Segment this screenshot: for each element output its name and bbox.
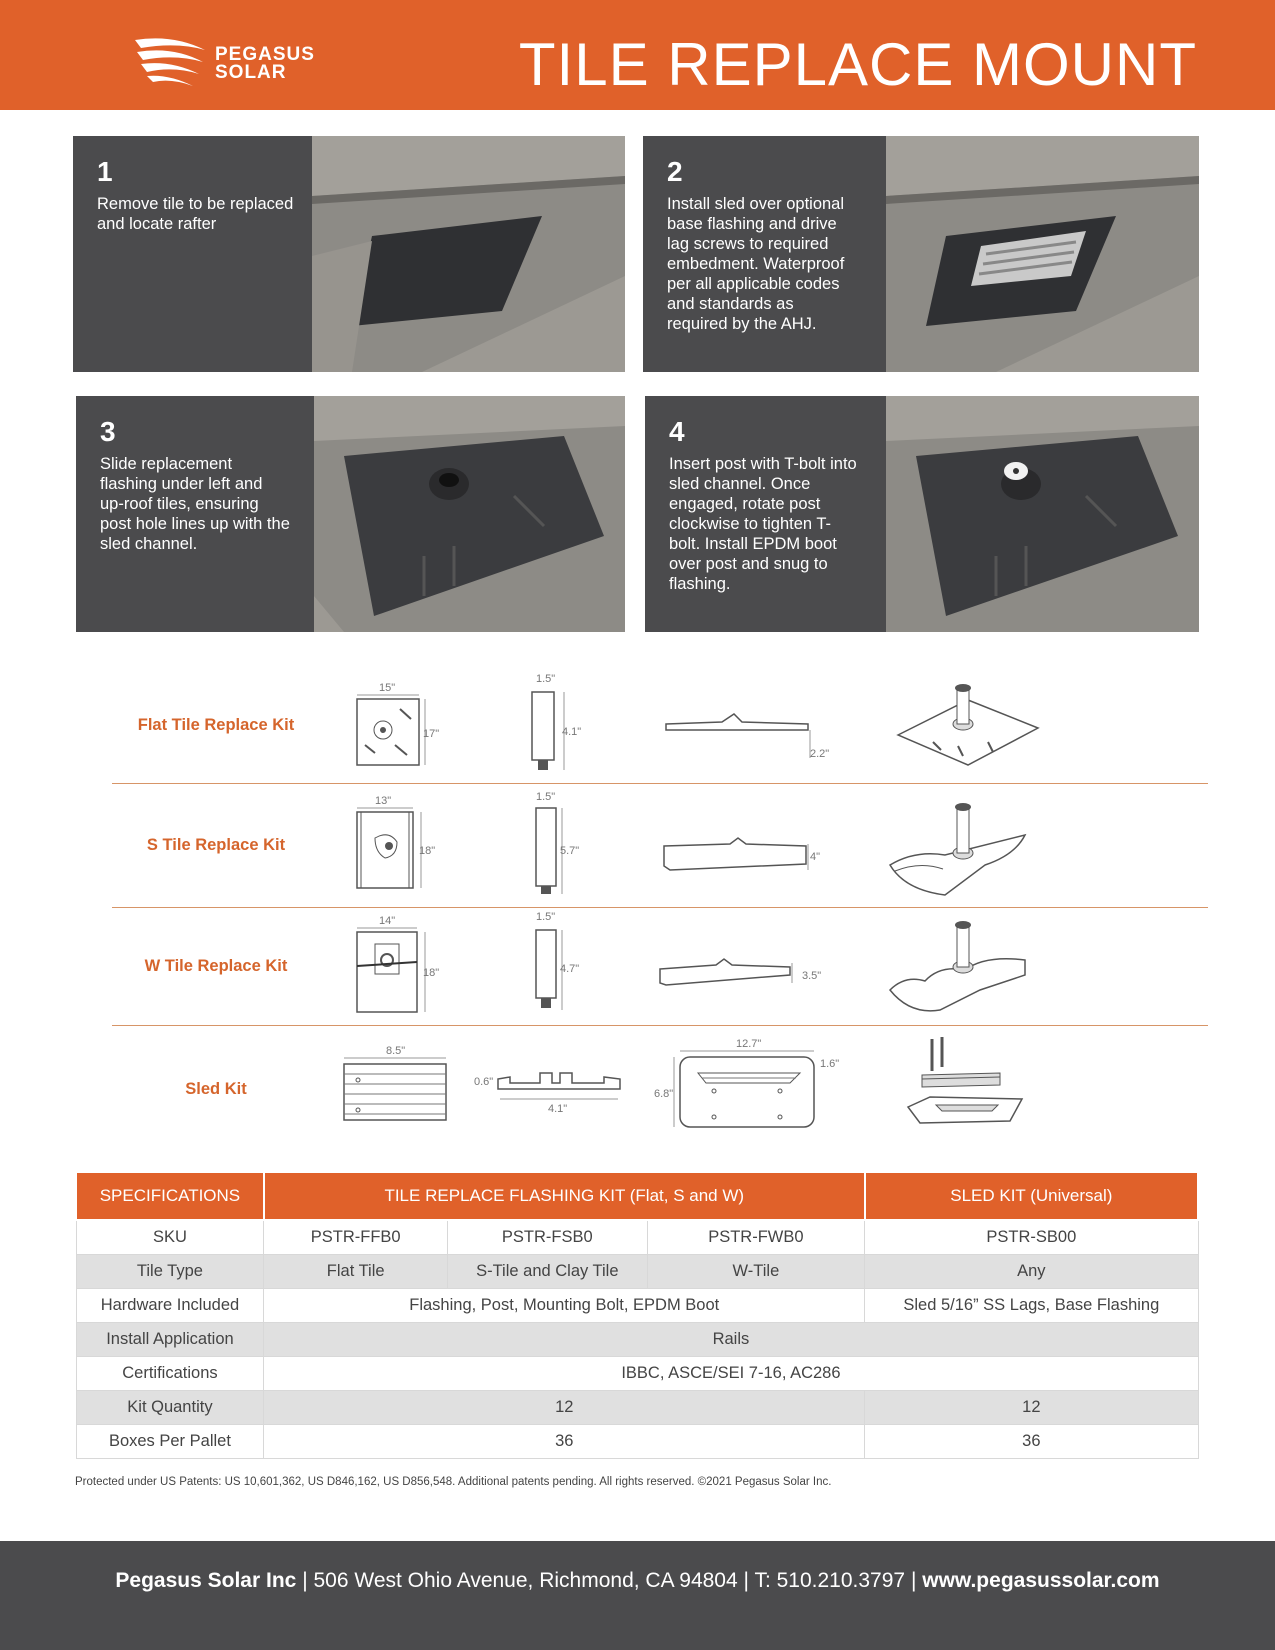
row-label: Boxes Per Pallet — [76, 1424, 264, 1458]
table-cell: S-Tile and Clay Tile — [448, 1254, 648, 1288]
logo-wordmark — [215, 46, 315, 82]
step-text: Install sled over optional base flashing and drive lag screws to required embedment. Waterproof per all applicable codes and standards as required by the AHJ. — [667, 195, 845, 333]
footer-contact — [0, 1569, 1275, 1593]
dim-base-depth: 1.6" — [820, 1058, 840, 1070]
w-kit-side-view — [656, 955, 836, 995]
dim-side-height: 4" — [810, 851, 821, 863]
sled-profile-view — [472, 1065, 622, 1115]
table-cell: 12 — [264, 1390, 865, 1424]
dim-post-height: 4.7" — [560, 963, 580, 975]
table-cell: Any — [865, 1254, 1198, 1288]
step-number: 3 — [100, 416, 116, 447]
row-divider — [112, 1025, 1208, 1026]
table-cell: 36 — [865, 1424, 1198, 1458]
table-cell: PSTR-SB00 — [865, 1220, 1198, 1254]
step-2-panel — [643, 136, 1199, 372]
step-4-panel — [645, 396, 1199, 632]
s-kit-top-view — [345, 790, 445, 900]
table-cell: PSTR-FWB0 — [647, 1220, 865, 1254]
dim-base-width: 12.7" — [736, 1038, 762, 1050]
step-2-photo — [886, 136, 1199, 372]
flat-kit-3d-view — [893, 680, 1043, 770]
row-label: Certifications — [76, 1356, 264, 1390]
table-row — [76, 1288, 1198, 1322]
table-cell: PSTR-FFB0 — [264, 1220, 448, 1254]
dim-height: 18" — [423, 967, 440, 979]
row-label: Install Application — [76, 1322, 264, 1356]
flat-kit-post-view — [520, 672, 590, 777]
footer-bar — [0, 1541, 1275, 1650]
step-text: Remove tile to be replaced and locate rafter — [97, 195, 294, 233]
w-kit-3d-view — [885, 915, 1035, 1015]
step-number: 2 — [667, 156, 683, 187]
table-cell: Sled 5/16” SS Lags, Base Flashing — [865, 1288, 1198, 1322]
dim-post-width: 1.5" — [536, 791, 556, 803]
logo-line-2: SOLAR — [215, 62, 287, 83]
dim-post-height: 5.7" — [560, 845, 580, 857]
footer-website-link[interactable]: www.pegasussolar.com — [922, 1569, 1160, 1592]
table-row — [76, 1356, 1198, 1390]
kit-label-flat: Flat Tile Replace Kit — [137, 716, 295, 734]
row-label: Tile Type — [76, 1254, 264, 1288]
table-cell: Flat Tile — [264, 1254, 448, 1288]
dim-post-width: 1.5" — [536, 911, 556, 923]
s-kit-3d-view — [885, 795, 1035, 900]
specs-header: SPECIFICATIONS — [76, 1172, 264, 1220]
sled-3d-view — [900, 1035, 1030, 1135]
header-bar — [0, 0, 1275, 110]
row-label: Kit Quantity — [76, 1390, 264, 1424]
pegasus-logo — [133, 36, 333, 88]
kit-label-sled: Sled Kit — [185, 1080, 247, 1098]
table-cell: Rails — [264, 1322, 1198, 1356]
table-row — [76, 1390, 1198, 1424]
w-kit-post-view — [520, 910, 590, 1020]
step-3-photo — [314, 396, 625, 632]
flashing-kit-header: TILE REPLACE FLASHING KIT (Flat, S and W) — [264, 1172, 865, 1220]
dim-side-height: 3.5" — [802, 970, 822, 982]
row-label: SKU — [76, 1220, 264, 1254]
footer-separator: | — [302, 1569, 308, 1592]
table-row — [76, 1254, 1198, 1288]
footer-separator: | — [743, 1569, 749, 1592]
step-text: Insert post with T-bolt into sled channel. Once engaged, rotate post clockwise to tighten T-bolt. Install EPDM boot over post and snug to flashing. — [669, 455, 857, 593]
row-divider — [112, 783, 1208, 784]
dim-post-width: 1.5" — [536, 673, 556, 685]
step-4-photo — [886, 396, 1199, 632]
step-1-photo — [312, 136, 625, 372]
table-cell: IBBC, ASCE/SEI 7-16, AC286 — [264, 1356, 1198, 1390]
table-row — [76, 1322, 1198, 1356]
patent-notice: Protected under US Patents: US 10,601,362, US D846,162, US D856,548. Additional patents pending. All rights reserved. ©2021 Pegasus Solar Inc. — [75, 1476, 832, 1488]
page-title: TILE REPLACE MOUNT — [518, 31, 1197, 98]
step-text: Slide replacement flashing under left and up-roof tiles, ensuring post hole lines up with the sled channel. — [100, 455, 290, 553]
s-kit-post-view — [520, 790, 590, 900]
step-number: 4 — [669, 416, 685, 447]
table-cell: 36 — [264, 1424, 865, 1458]
table-cell: PSTR-FSB0 — [448, 1220, 648, 1254]
row-divider — [112, 907, 1208, 908]
flat-kit-side-view — [662, 710, 842, 765]
sled-kit-header: SLED KIT (Universal) — [865, 1172, 1198, 1220]
logo-line-1: PEGASUS — [215, 44, 315, 65]
step-3-panel — [76, 396, 625, 632]
flat-kit-top-view — [345, 675, 445, 775]
table-row — [76, 1424, 1198, 1458]
specs-header-row — [76, 1172, 1198, 1220]
row-label: Hardware Included — [76, 1288, 264, 1322]
table-cell: Flashing, Post, Mounting Bolt, EPDM Boot — [264, 1288, 865, 1322]
table-cell: 12 — [865, 1390, 1198, 1424]
sled-top-view — [340, 1040, 460, 1125]
dim-width: 14" — [379, 915, 396, 927]
dim-post-height: 4.1" — [562, 726, 582, 738]
dim-height: 17" — [423, 728, 440, 740]
footer-phone: T: 510.210.3797 — [754, 1569, 906, 1592]
step-1-panel — [73, 136, 625, 372]
wing-icon — [133, 36, 213, 88]
sled-base-view — [650, 1035, 850, 1135]
table-row — [76, 1220, 1198, 1254]
dim-height: 18" — [419, 845, 436, 857]
dim-base-height: 6.8" — [654, 1088, 674, 1100]
footer-separator: | — [910, 1569, 917, 1592]
dim-sled-width: 8.5" — [386, 1045, 406, 1057]
dim-width: 13" — [375, 795, 392, 807]
dim-rail-width: 4.1" — [548, 1103, 568, 1115]
table-cell: W-Tile — [647, 1254, 865, 1288]
s-kit-side-view — [660, 836, 840, 876]
w-kit-top-view — [345, 910, 445, 1020]
dim-side-height: 2.2" — [810, 748, 830, 760]
dim-rail-height: 0.6" — [474, 1076, 494, 1088]
dim-width: 15" — [379, 682, 396, 694]
kit-label-w: W Tile Replace Kit — [144, 957, 288, 975]
kit-label-s: S Tile Replace Kit — [146, 836, 286, 854]
specs-table — [75, 1171, 1199, 1459]
footer-address: 506 West Ohio Avenue, Richmond, CA 94804 — [313, 1569, 738, 1592]
footer-company: Pegasus Solar Inc — [115, 1569, 297, 1592]
step-number: 1 — [97, 156, 113, 187]
